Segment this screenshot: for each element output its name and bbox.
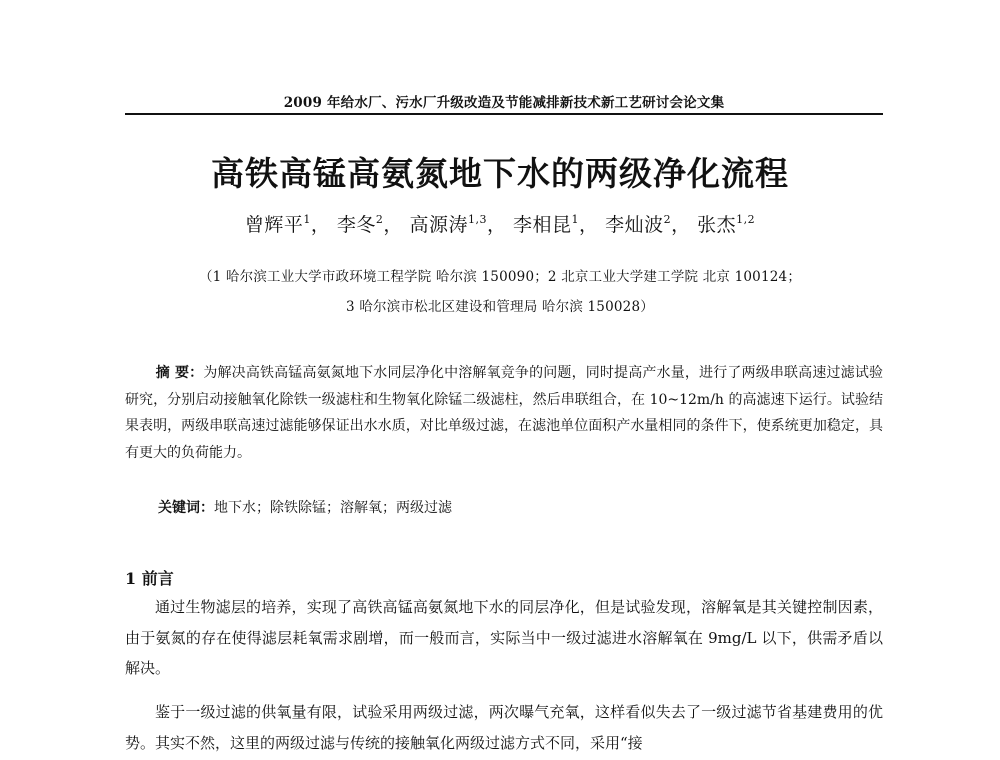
author-affiliation-mark: 2 xyxy=(375,213,384,226)
affiliation-line-1: （1 哈尔滨工业大学市政环境工程学院 哈尔滨 150090；2 北京工业大学建工学院 北京 100124； xyxy=(198,269,802,285)
author-name: 张杰 xyxy=(697,214,737,236)
author-affiliation-mark: 1 xyxy=(303,213,311,226)
author-affiliation-mark: 1 xyxy=(571,213,580,226)
header-rule xyxy=(125,113,883,115)
abstract xyxy=(125,360,883,466)
keywords-label: 关键词： xyxy=(158,500,214,516)
author-name: 高源涛 xyxy=(409,214,468,236)
author-name: 曾辉平 xyxy=(244,214,304,236)
running-header: 2009 年给水厂、污水厂升级改造及节能减排新技术新工艺研讨会论文集 xyxy=(283,95,725,111)
paragraph: 鉴于一级过滤的供氧量有限，试验采用两级过滤，两次曝气充氧，这样看似失去了一级过滤节省基建费用的优势。其实不然，这里的两级过滤与传统的接触氧化两级过滤方式不同，采用“接 xyxy=(125,703,883,752)
affiliation-line-2: 3 哈尔滨市松北区建设和管理局 哈尔滨 150028） xyxy=(346,299,654,315)
author-affiliation-mark: 2 xyxy=(663,213,672,226)
author-list: 曾辉平$^1$， 李冬$^2$， 高源涛$^{1,3}$， 李相昆$^1$， 李灿波$^2$， 张杰$^{1,2}$ xyxy=(244,213,756,236)
author-affiliation-mark: 1,3 xyxy=(467,213,487,226)
author-name: 李冬 xyxy=(336,214,376,236)
paragraph: 通过生物滤层的培养，实现了高铁高锰高氨氮地下水的同层净化，但是试验发现，溶解氧是其关键控制因素，由于氨氮的存在使得滤层耗氧需求剧增，而一般而言，实际当中一级过滤进水溶解氧在 9mg/L 以下，供需矛盾以解决。 xyxy=(125,598,883,677)
abstract-label: 摘 要： xyxy=(155,365,204,381)
author-name: 李灿波 xyxy=(605,214,664,236)
paper-title: 高铁高锰高氨氮地下水的两级净化流程 xyxy=(211,154,789,193)
keywords xyxy=(158,497,878,517)
abstract-text: 为解决高铁高锰高氨氮地下水同层净化中溶解氧竞争的问题，同时提高产水量，进行了两级串联高速过滤试验研究，分别启动接触氧化除铁一级滤柱和生物氧化除锰二级滤柱，然后串联组合，在 10~12m/h 的高滤速下运行。试验结果表明，两级串联高速过滤能够保证出水水质，对比单级过滤，在滤池单位面积产水量相同的条件下，使系统更加稳定，具有更大的负荷能力。 xyxy=(125,365,884,461)
keywords-text: 地下水；除铁除锰；溶解氧；两级过滤 xyxy=(214,500,452,516)
author-name: 李相昆 xyxy=(513,214,572,236)
author-affiliation-mark: 1,2 xyxy=(736,213,756,226)
section-heading: 1 前言 xyxy=(125,569,174,588)
